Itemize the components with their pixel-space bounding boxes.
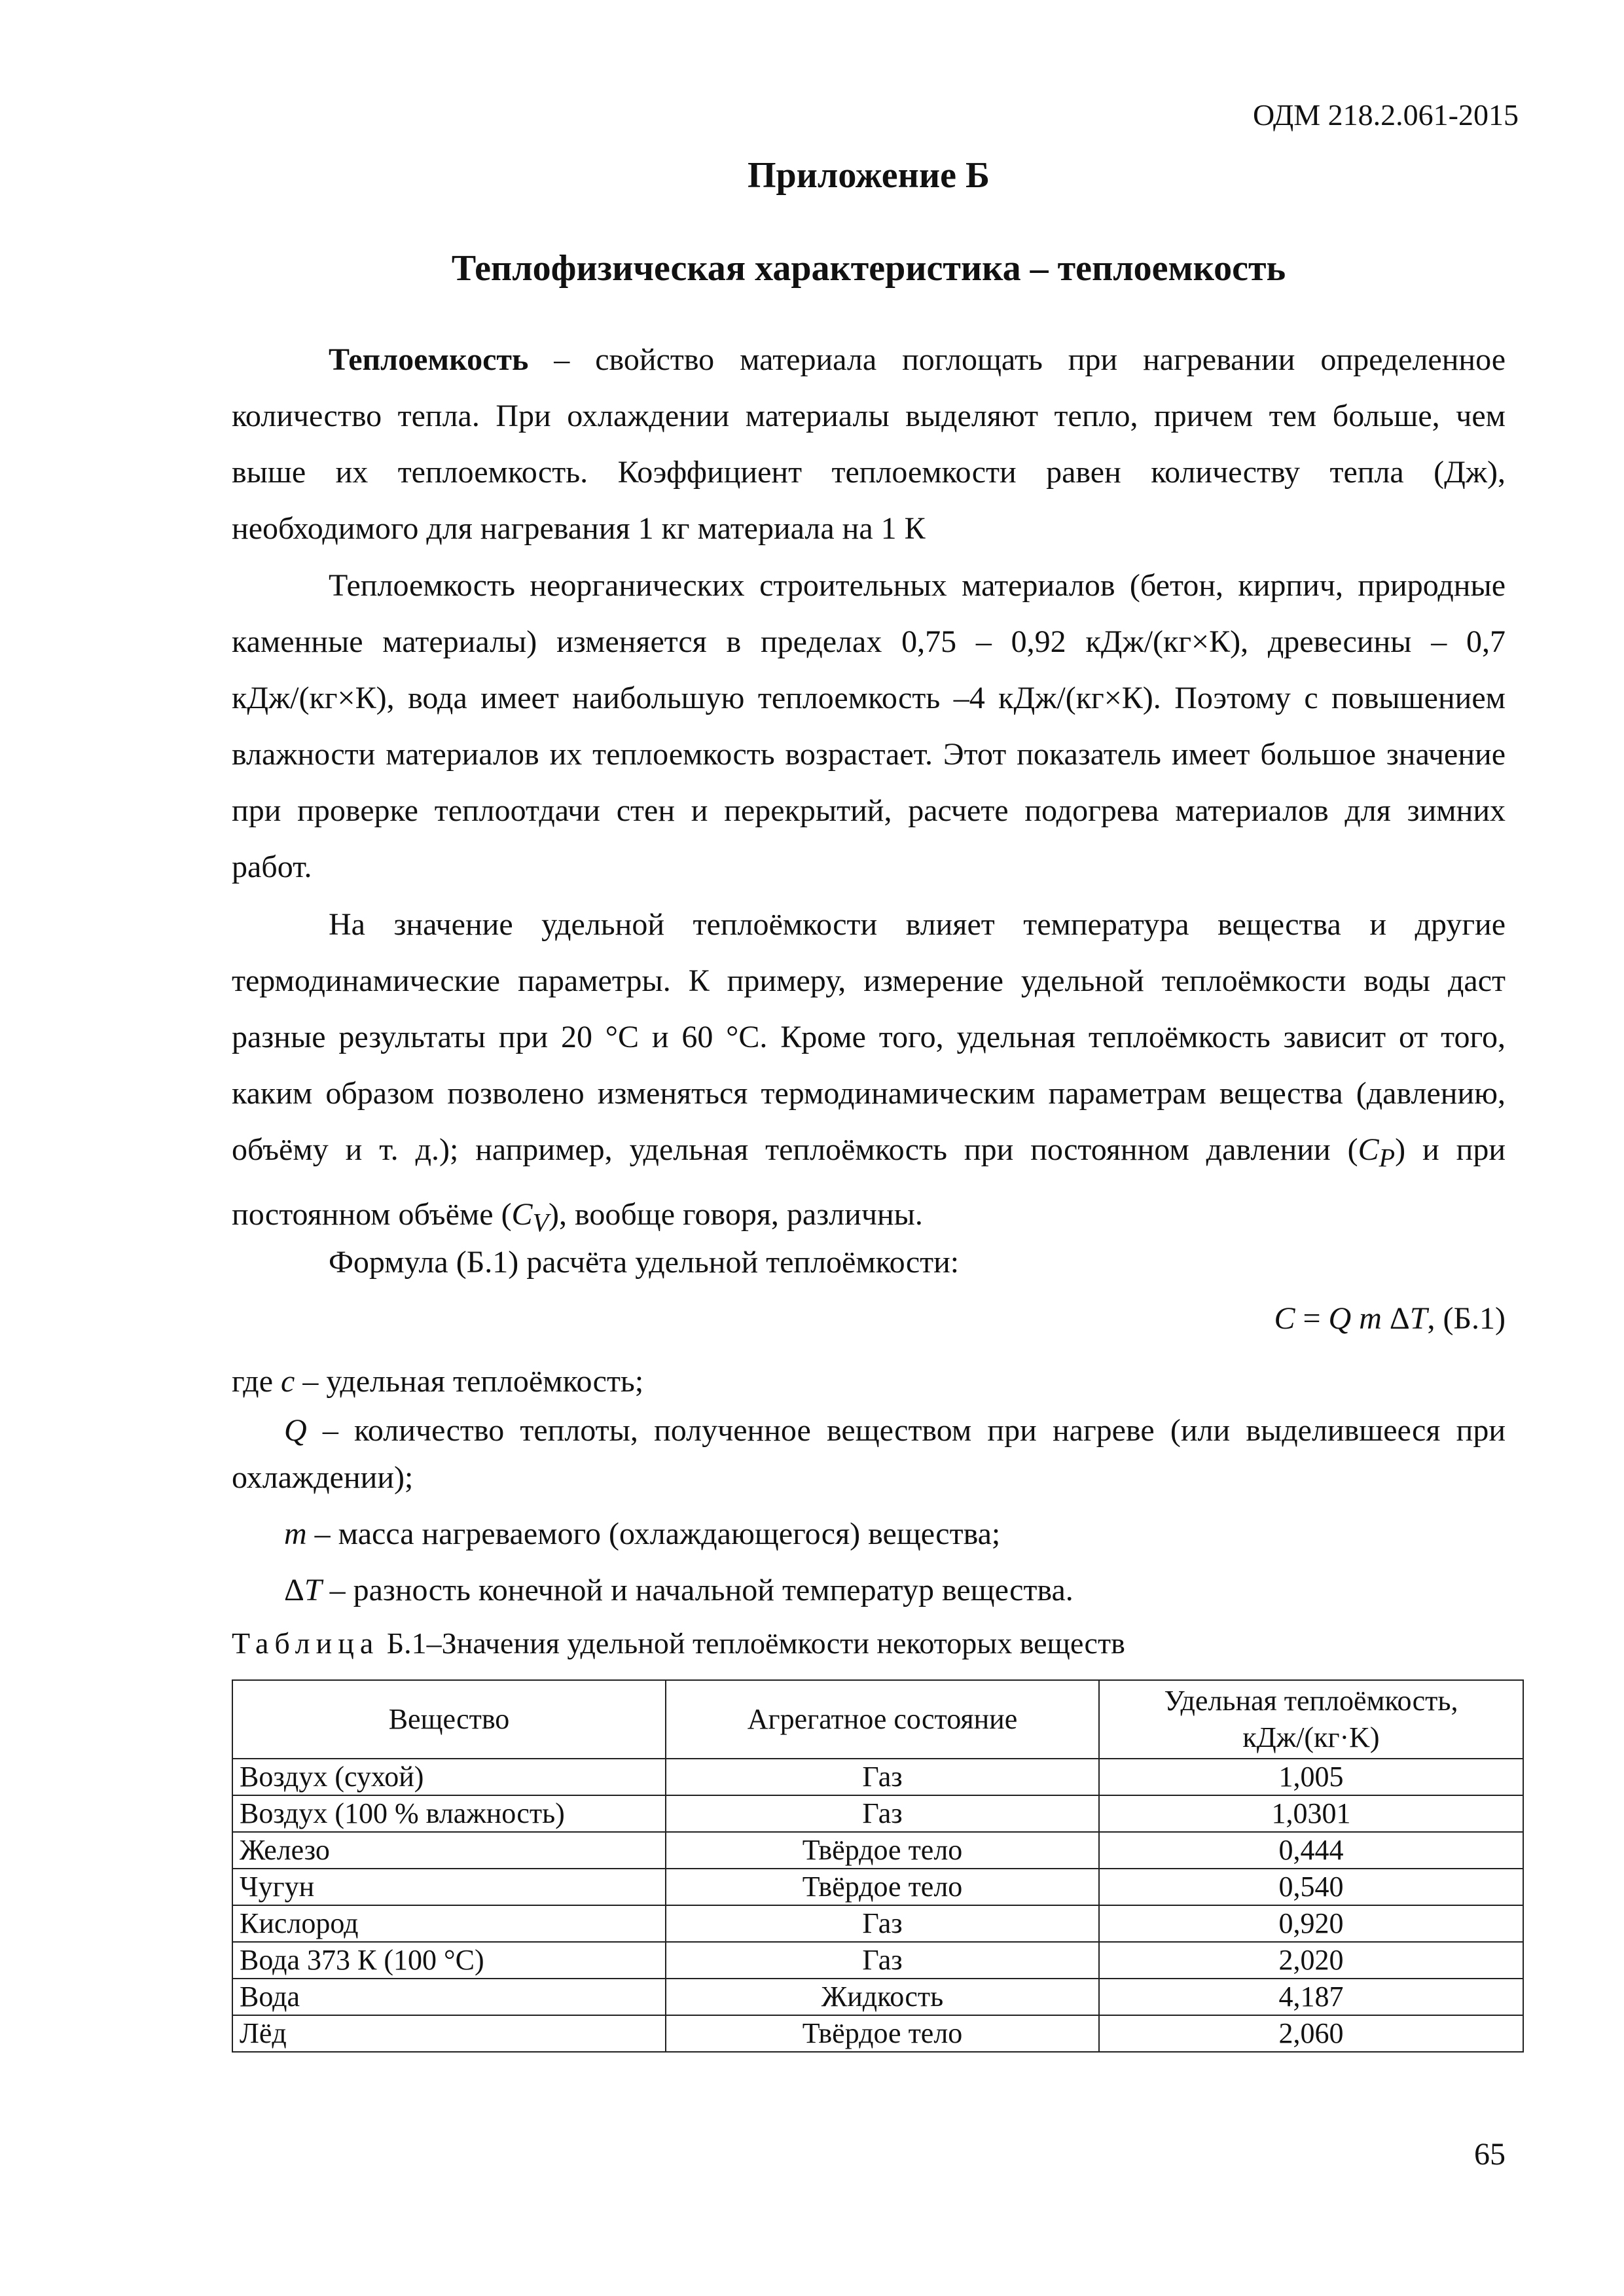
paragraph-3-part-2: ) и при постоянном объёме ( — [232, 1132, 1506, 1232]
appendix-title: Приложение Б — [747, 155, 990, 196]
cell-specific-heat: 4,187 — [1099, 1979, 1523, 2015]
table-row — [232, 1979, 1523, 2015]
definition-dt-symbol: T — [304, 1573, 322, 1607]
cell-substance: Чугун — [232, 1869, 666, 1905]
formula-q: Q — [1328, 1301, 1352, 1336]
table-row — [232, 1869, 1523, 1905]
formula-equals: = — [1295, 1301, 1329, 1336]
cell-specific-heat: 2,060 — [1099, 2015, 1523, 2052]
definition-delta-t — [232, 1567, 1506, 1614]
cell-substance: Железо — [232, 1832, 666, 1869]
definition-c-text: – удельная теплоёмкость; — [295, 1364, 644, 1399]
table-row — [232, 1942, 1523, 1979]
cell-state: Газ — [666, 1795, 1099, 1832]
cell-specific-heat: 0,540 — [1099, 1869, 1523, 1905]
table-row — [232, 1759, 1523, 1795]
paragraph-3-part-3: ), вообще говоря, различны. — [549, 1196, 923, 1232]
table-row — [232, 2015, 1523, 2052]
cell-specific-heat: 0,920 — [1099, 1905, 1523, 1942]
cell-specific-heat: 0,444 — [1099, 1832, 1523, 1869]
formula-reference: , (Б.1) — [1427, 1301, 1506, 1336]
paragraph-formula-intro: Формула (Б.1) расчёта удельной теплоёмкости: — [329, 1245, 960, 1280]
formula-b1 — [1274, 1291, 1506, 1347]
term-heat-capacity: Теплоемкость — [329, 342, 529, 377]
cell-state: Жидкость — [666, 1979, 1099, 2015]
cell-specific-heat: 2,020 — [1099, 1942, 1523, 1979]
definition-q-text: – количество теплоты, полученное веществом при нагреве (или выделившееся при охлаждении); — [232, 1413, 1506, 1495]
paragraph-1-text: – свойство материала поглощать при нагревании определенное количество тепла. При охлаждении материалы выделяют тепло, причем тем больше, чем выше их теплоемкость. Коэффициент теплоемкости равен количеству тепла (Дж), необходимого для нагревания 1 кг материала на 1 К — [232, 342, 1506, 546]
table-caption-text: Б.1–Значения удельной теплоёмкости некоторых веществ — [379, 1626, 1125, 1660]
table-caption — [232, 1621, 1125, 1666]
cell-substance: Воздух (100 % влажность) — [232, 1795, 666, 1832]
table-row — [232, 1832, 1523, 1869]
specific-heat-table — [232, 1679, 1524, 2053]
header-state: Агрегатное состояние — [666, 1680, 1099, 1759]
paragraph-inorganic-materials: Теплоемкость неорганических строительных материалов (бетон, кирпич, природные каменные материалы) изменяется в пределах 0,75 – 0,92 кДж/(кг×К), древесины – 0,7 кДж/(кг×К), вода имеет наибольшую теплоемкость –4 кДж/(кг×К). Поэтому с повышением влажности материалов их теплоемкость возрастает. Этот показатель имеет большое значение при проверке теплоотдачи стен и перекрытий, расчете подогрева материалов для зимних работ. — [232, 568, 1506, 884]
definition-dt-text: – разность конечной и начальной температур вещества. — [321, 1573, 1074, 1607]
cell-substance: Лёд — [232, 2015, 666, 2052]
definition-q — [232, 1407, 1506, 1501]
formula-t: T — [1409, 1301, 1428, 1336]
definition-m-text: – масса нагреваемого (охлаждающегося) вещества; — [306, 1516, 1001, 1551]
cell-state: Газ — [666, 1942, 1099, 1979]
cell-state: Газ — [666, 1905, 1099, 1942]
table-caption-word: Таблица — [232, 1626, 380, 1660]
formula-m: m — [1359, 1301, 1382, 1336]
cell-substance: Кислород — [232, 1905, 666, 1942]
table-row — [232, 1795, 1523, 1832]
header-substance: Вещество — [232, 1680, 666, 1759]
header-specific-heat-label: Удельная теплоёмкость, — [1164, 1685, 1458, 1717]
where-prefix: где — [232, 1364, 281, 1399]
formula-c: C — [1274, 1301, 1295, 1336]
definition-c-symbol: с — [281, 1364, 295, 1399]
cell-state: Твёрдое тело — [666, 1869, 1099, 1905]
cell-state: Твёрдое тело — [666, 2015, 1099, 2052]
cell-substance: Вода — [232, 1979, 666, 2015]
definition-c — [232, 1354, 643, 1410]
header-specific-heat — [1099, 1680, 1523, 1759]
symbol-cv-subscript: V — [532, 1208, 549, 1238]
table-row — [232, 1905, 1523, 1942]
formula-delta: Δ — [1389, 1301, 1410, 1336]
definition-q-symbol: Q — [284, 1413, 307, 1448]
page-number: 65 — [1474, 2137, 1506, 2172]
paragraph-specific-heat-dependence — [232, 897, 1506, 1251]
paragraph-heat-capacity-definition — [232, 332, 1506, 557]
definition-m-symbol: m — [284, 1516, 307, 1551]
paragraph-3-part-1: На значение удельной теплоёмкости влияет температура вещества и другие термодинамические параметры. К примеру, измерение удельной теплоёмкости воды даст разные результаты при 20 °С и 60 °С. Кроме того, удельная теплоёмкость зависит от того, каким образом позволено изменяться термодинамическим параметрам вещества (давлению, объёму и т. д.); например, удельная теплоёмкость при постоянном давлении ( — [232, 907, 1506, 1167]
cell-specific-heat: 1,0301 — [1099, 1795, 1523, 1832]
definition-m — [232, 1511, 1506, 1558]
header-specific-heat-unit: кДж/(кг·K) — [1242, 1721, 1380, 1753]
cell-specific-heat: 1,005 — [1099, 1759, 1523, 1795]
section-title: Теплофизическая характеристика – теплоемкость — [451, 248, 1286, 289]
table-header-row — [232, 1680, 1523, 1759]
cell-state: Твёрдое тело — [666, 1832, 1099, 1869]
definition-dt-delta: Δ — [284, 1573, 304, 1607]
symbol-cv: C — [511, 1196, 533, 1232]
cell-substance: Вода 373 К (100 °С) — [232, 1942, 666, 1979]
document-code: ОДМ 218.2.061-2015 — [1252, 98, 1519, 132]
symbol-cp: C — [1358, 1132, 1379, 1167]
symbol-cp-subscript: P — [1379, 1143, 1396, 1173]
cell-substance: Воздух (сухой) — [232, 1759, 666, 1795]
cell-state: Газ — [666, 1759, 1099, 1795]
